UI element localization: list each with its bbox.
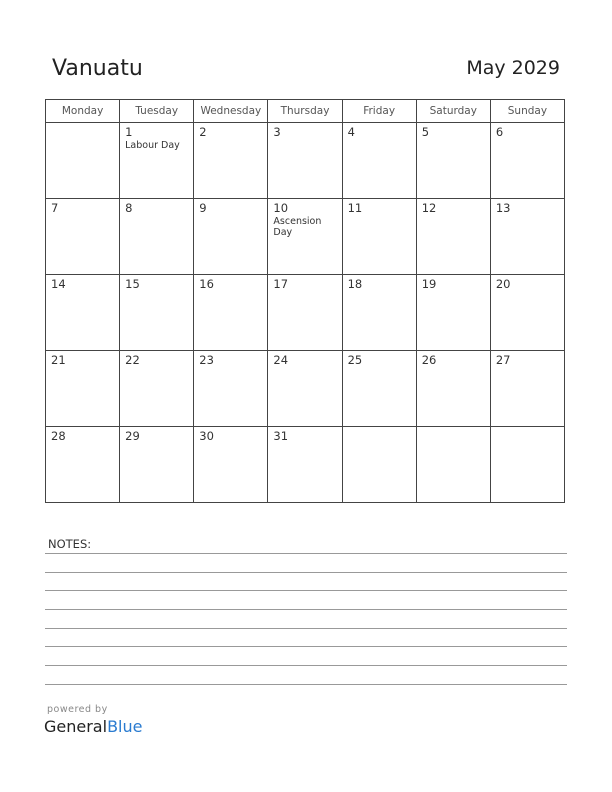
weekday-header-row [46,100,565,123]
day-cell [342,199,416,275]
day-number: 1 [125,125,133,139]
month-year: May 2029 [466,57,560,79]
day-number: 18 [347,277,363,291]
day-number: 10 [273,201,289,215]
day-cell [342,427,416,503]
day-cell [120,427,194,503]
day-number: 30 [199,429,214,443]
holiday-label: Labour Day [125,140,180,151]
day-number: 25 [347,353,363,367]
day-number: 16 [199,277,214,291]
day-cell [120,199,194,275]
day-cell [490,275,564,351]
weekday-saturday: Saturday [416,100,490,123]
day-cell [490,199,564,275]
day-cell [268,351,342,427]
day-number: 13 [495,201,511,215]
day-cell [268,275,342,351]
day-number: 22 [125,353,140,367]
day-cell [268,427,342,503]
day-number: 17 [273,277,289,291]
day-number: 28 [51,429,66,443]
day-cell [416,199,490,275]
day-cell [490,427,564,503]
day-cell [120,351,194,427]
day-number: 14 [51,277,66,291]
note-line [45,609,567,610]
note-line [45,590,567,591]
holiday-label: Ascension Day [273,216,322,238]
day-cell [342,123,416,199]
page-title: Vanuatu [52,56,143,81]
day-number: 31 [273,429,289,443]
notes-label: NOTES: [48,537,92,551]
day-number: 8 [125,201,133,215]
day-number: 19 [421,277,437,291]
day-number: 29 [125,429,140,443]
day-cell [46,351,120,427]
day-cell [416,275,490,351]
powered-by-text: powered by [47,704,108,715]
week-row [46,351,565,427]
day-cell [416,123,490,199]
day-number: 20 [495,277,511,291]
brand-general: General [44,717,108,736]
day-number: 23 [199,353,214,367]
note-line [45,684,567,685]
calendar-grid [45,99,565,503]
day-number: 26 [421,353,437,367]
weekday-thursday: Thursday [268,100,342,123]
weekday-sunday: Sunday [490,100,564,123]
day-number: 5 [421,125,430,139]
day-number: 4 [347,125,355,139]
day-cell [342,275,416,351]
weekday-tuesday: Tuesday [120,100,194,123]
day-cell [194,275,268,351]
day-cell [194,427,268,503]
day-cell [194,123,268,199]
brand-blue: Blue [107,717,143,736]
note-line [45,646,567,647]
day-number: 15 [125,277,140,291]
weekday-monday: Monday [46,100,120,123]
day-number: 11 [347,201,363,215]
note-line [45,572,567,573]
week-row [46,427,565,503]
day-cell [46,123,120,199]
day-cell [120,275,194,351]
day-cell [416,427,490,503]
day-number: 9 [199,201,207,215]
day-number: 24 [273,353,289,367]
day-cell [268,123,342,199]
day-cell [194,199,268,275]
day-cell [268,199,342,275]
day-cell [490,123,564,199]
weekday-wednesday: Wednesday [194,100,268,123]
note-line [45,665,567,666]
day-number: 27 [495,353,511,367]
week-row [46,199,565,275]
day-number: 3 [273,125,281,139]
day-number: 21 [51,353,66,367]
day-number: 2 [199,125,207,139]
day-cell [342,351,416,427]
note-line [45,553,567,554]
day-cell [194,351,268,427]
day-cell [46,427,120,503]
day-cell [46,199,120,275]
note-line [45,628,567,629]
brand-logo [44,717,142,736]
day-cell [46,275,120,351]
weekday-friday: Friday [342,100,416,123]
day-number: 6 [495,125,504,139]
day-cell [416,351,490,427]
week-row [46,123,565,199]
day-cell [490,351,564,427]
day-cell [120,123,194,199]
day-number: 12 [421,201,437,215]
day-number: 7 [51,201,59,215]
week-row [46,275,565,351]
